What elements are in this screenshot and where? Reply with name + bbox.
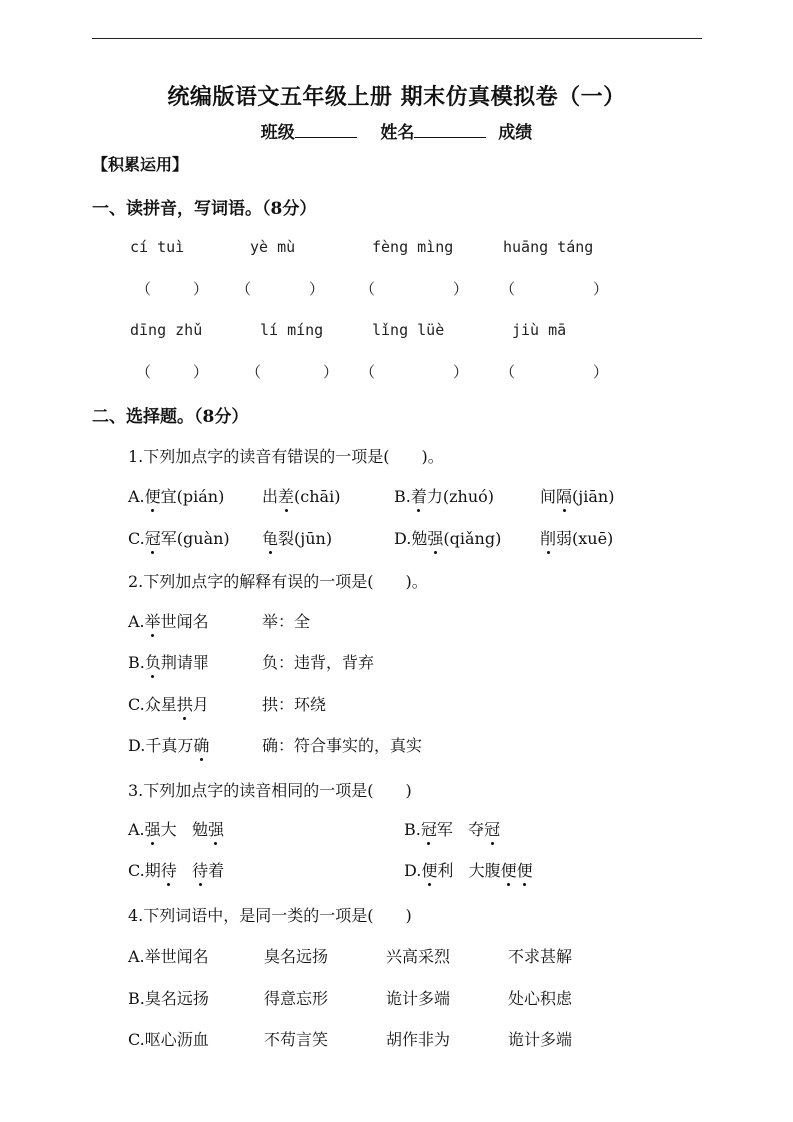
dotted-char: 强 bbox=[145, 817, 161, 840]
q2-1-option-d-word2: 削弱(xuē) bbox=[540, 526, 613, 549]
top-rule bbox=[92, 38, 702, 39]
dotted-char: 强 bbox=[208, 817, 224, 840]
dotted-char: 着 bbox=[411, 484, 427, 507]
q2-3-option-c[interactable]: C.期待 待着 bbox=[128, 858, 224, 881]
q2-4-option-c-word2: 不苟言笑 bbox=[264, 1030, 329, 1049]
dotted-char: 便 bbox=[517, 858, 533, 881]
q2-4-option-c[interactable]: C.呕心沥血 bbox=[128, 1030, 209, 1049]
q1-pinyin-8: jiù mā bbox=[512, 321, 567, 339]
q1-pinyin-1: cí tuì bbox=[130, 238, 185, 256]
dotted-char: 便 bbox=[145, 484, 161, 507]
q2-2-option-c-explanation: 拱：环绕 bbox=[262, 695, 327, 714]
dotted-char: 冠 bbox=[484, 817, 500, 840]
q1-pinyin-7: lǐng lüè bbox=[372, 321, 445, 339]
dotted-char: 差 bbox=[278, 484, 294, 507]
q1-pinyin-3: fèng mìng bbox=[372, 238, 454, 256]
q2-1-option-b-word2: 间隔(jiān) bbox=[540, 484, 614, 507]
q2-1-option-a-word2: 出差(chāi) bbox=[262, 484, 340, 507]
q1-heading: 一、读拼音，写词语。（8分） bbox=[92, 199, 317, 219]
q2-2-option-d-explanation: 确：符合事实的，真实 bbox=[262, 736, 423, 755]
dotted-char: 便 bbox=[421, 858, 437, 881]
q1-answer-box-7[interactable]: （ ） bbox=[360, 363, 469, 381]
q2-1-option-c-word1[interactable]: C.冠军(guàn) bbox=[128, 526, 230, 549]
dotted-char: 龟 bbox=[262, 526, 278, 549]
q1-answer-box-2[interactable]: （ ） bbox=[236, 280, 325, 298]
q2-2-option-b[interactable]: B.负荆请罪 bbox=[128, 650, 209, 673]
q2-4-option-a-word4: 不求甚解 bbox=[508, 947, 573, 966]
name-blank[interactable] bbox=[414, 121, 486, 138]
dotted-char: 确 bbox=[193, 733, 209, 756]
q2-4-option-a-word2: 臭名远扬 bbox=[264, 947, 329, 966]
q2-4-option-a-word3: 兴高采烈 bbox=[386, 947, 451, 966]
q2-3-option-b[interactable]: B.冠军 夺冠 bbox=[404, 817, 500, 840]
dotted-char: 冠 bbox=[421, 817, 437, 840]
q2-1-option-b-word1[interactable]: B.着力(zhuó) bbox=[394, 484, 494, 507]
dotted-char: 举 bbox=[145, 609, 161, 632]
q2-4-option-b-word2: 得意忘形 bbox=[264, 989, 329, 1008]
q2-heading: 二、选择题。（8分） bbox=[92, 407, 249, 427]
dotted-char: 削 bbox=[540, 526, 556, 549]
q2-1-option-d-word1[interactable]: D.勉强(qiǎng) bbox=[394, 526, 501, 549]
q2-3-option-d[interactable]: D.便利 大腹便便 bbox=[404, 858, 533, 881]
q2-4-option-c-word4: 诡计多端 bbox=[508, 1030, 573, 1049]
dotted-char: 冠 bbox=[145, 526, 161, 549]
dotted-char: 隔 bbox=[556, 484, 572, 507]
q2-2-option-a[interactable]: A.举世闻名 bbox=[128, 609, 209, 632]
q2-3-option-a[interactable]: A.强大 勉强 bbox=[128, 817, 224, 840]
q2-4-option-b-word4: 处心积虑 bbox=[508, 989, 573, 1008]
q2-2-option-b-explanation: 负：违背，背弃 bbox=[262, 653, 375, 672]
class-label: 班级 bbox=[260, 123, 295, 143]
q1-answer-box-6[interactable]: （ ） bbox=[246, 363, 339, 381]
q1-answer-box-3[interactable]: （ ） bbox=[360, 280, 469, 298]
q1-pinyin-5: dīng zhǔ bbox=[130, 321, 203, 339]
dotted-char: 负 bbox=[145, 650, 161, 673]
page-title: 统编版语文五年级上册 期末仿真模拟卷（一） bbox=[167, 84, 626, 110]
q2-1-option-a-word1[interactable]: A.便宜(pián) bbox=[128, 484, 224, 507]
q1-pinyin-6: lí míng bbox=[260, 321, 324, 339]
q2-1-stem: 1.下列加点字的读音有错误的一项是( )。 bbox=[128, 447, 444, 466]
student-info-line bbox=[0, 118, 793, 143]
q1-pinyin-4: huāng táng bbox=[503, 238, 594, 256]
q2-2-option-d[interactable]: D.千真万确 bbox=[128, 733, 209, 756]
q2-2-option-a-explanation: 举：全 bbox=[262, 612, 311, 631]
q2-4-option-a[interactable]: A.举世闻名 bbox=[128, 947, 209, 966]
name-label: 姓名 bbox=[380, 123, 415, 143]
dotted-char: 强 bbox=[427, 526, 443, 549]
dotted-char: 拱 bbox=[177, 692, 193, 715]
q1-answer-box-8[interactable]: （ ） bbox=[500, 363, 609, 381]
q2-4-option-b-word3: 诡计多端 bbox=[386, 989, 451, 1008]
dotted-char: 待 bbox=[192, 858, 208, 881]
class-blank[interactable] bbox=[295, 121, 357, 138]
q1-answer-box-1[interactable]: （ ） bbox=[136, 280, 209, 298]
section-label: 【积累运用】 bbox=[92, 155, 189, 174]
dotted-char: 待 bbox=[161, 858, 177, 881]
q2-3-stem: 3.下列加点字的读音相同的一项是( ) bbox=[128, 781, 412, 800]
q2-1-option-c-word2: 龟裂(jūn) bbox=[262, 526, 332, 549]
q1-pinyin-2: yè mù bbox=[250, 238, 296, 256]
q2-2-option-c[interactable]: C.众星拱月 bbox=[128, 692, 209, 715]
dotted-char: 便 bbox=[501, 858, 517, 881]
q2-4-stem: 4.下列词语中，是同一类的一项是( ) bbox=[128, 906, 412, 925]
q1-answer-box-5[interactable]: （ ） bbox=[136, 363, 209, 381]
q1-answer-box-4[interactable]: （ ） bbox=[500, 280, 609, 298]
q2-4-option-c-word3: 胡作非为 bbox=[386, 1030, 451, 1049]
score-label: 成绩 bbox=[498, 123, 533, 143]
q2-2-stem: 2.下列加点字的解释有误的一项是( )。 bbox=[128, 572, 428, 591]
q2-4-option-b[interactable]: B.臭名远扬 bbox=[128, 989, 209, 1008]
